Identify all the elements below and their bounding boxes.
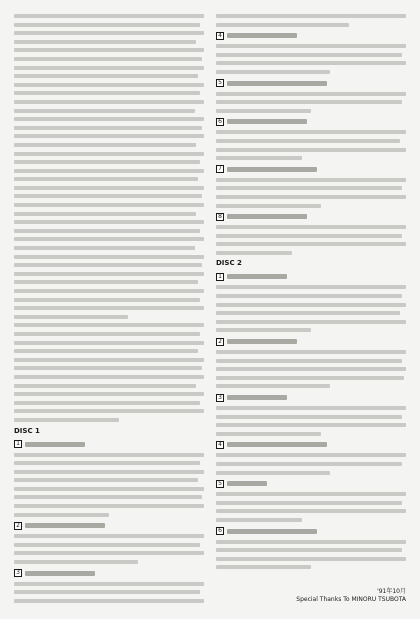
disc-1-label: DISC 1 bbox=[14, 426, 40, 435]
footer-signature-line bbox=[216, 588, 406, 596]
paragraph-placeholder bbox=[14, 453, 204, 517]
track-number: 1 bbox=[14, 440, 22, 448]
track-number: 6 bbox=[216, 118, 224, 126]
track-heading bbox=[216, 79, 406, 88]
paragraph-placeholder bbox=[216, 92, 406, 113]
paragraph-placeholder bbox=[14, 534, 204, 564]
track-number: 3 bbox=[216, 394, 224, 402]
track-number: 1 bbox=[216, 273, 224, 281]
track-number: 5 bbox=[216, 480, 224, 488]
paragraph-placeholder bbox=[216, 225, 406, 255]
track-heading bbox=[14, 440, 204, 449]
footer bbox=[216, 588, 406, 604]
track-heading bbox=[216, 479, 406, 488]
track-heading bbox=[216, 272, 406, 281]
paragraph-placeholder bbox=[216, 178, 406, 208]
track-heading bbox=[216, 165, 406, 174]
paragraph-placeholder bbox=[216, 406, 406, 436]
track-heading bbox=[216, 337, 406, 346]
right-column bbox=[216, 14, 406, 574]
paragraph-placeholder bbox=[216, 350, 406, 388]
track-number: 7 bbox=[216, 165, 224, 173]
track-heading bbox=[216, 393, 406, 402]
track-heading bbox=[216, 31, 406, 40]
paragraph-placeholder bbox=[216, 14, 406, 27]
left-column bbox=[14, 14, 204, 607]
track-number: 4 bbox=[216, 441, 224, 449]
paragraph-placeholder bbox=[14, 14, 204, 319]
track-number: 3 bbox=[14, 569, 22, 577]
paragraph-placeholder bbox=[14, 323, 204, 422]
track-number: 2 bbox=[14, 522, 22, 530]
paragraph-placeholder bbox=[216, 453, 406, 474]
track-heading bbox=[216, 117, 406, 126]
track-heading bbox=[216, 212, 406, 221]
track-number: 2 bbox=[216, 338, 224, 346]
track-heading bbox=[14, 569, 204, 578]
track-heading bbox=[14, 521, 204, 530]
paragraph-placeholder bbox=[216, 492, 406, 522]
footer-date: '91年10月 bbox=[377, 588, 406, 595]
track-number: 5 bbox=[216, 79, 224, 87]
track-heading bbox=[216, 527, 406, 536]
track-number: 4 bbox=[216, 32, 224, 40]
track-heading bbox=[216, 440, 406, 449]
footer-credit: Special Thanks To MINORU TSUBOTA bbox=[296, 596, 406, 603]
track-number: 8 bbox=[216, 213, 224, 221]
paragraph-placeholder bbox=[216, 44, 406, 74]
disc-2-label: DISC 2 bbox=[216, 259, 242, 268]
paragraph-placeholder bbox=[216, 130, 406, 160]
paragraph-placeholder bbox=[216, 285, 406, 332]
paragraph-placeholder bbox=[216, 540, 406, 570]
paragraph-placeholder bbox=[14, 582, 204, 603]
track-number: 6 bbox=[216, 527, 224, 535]
